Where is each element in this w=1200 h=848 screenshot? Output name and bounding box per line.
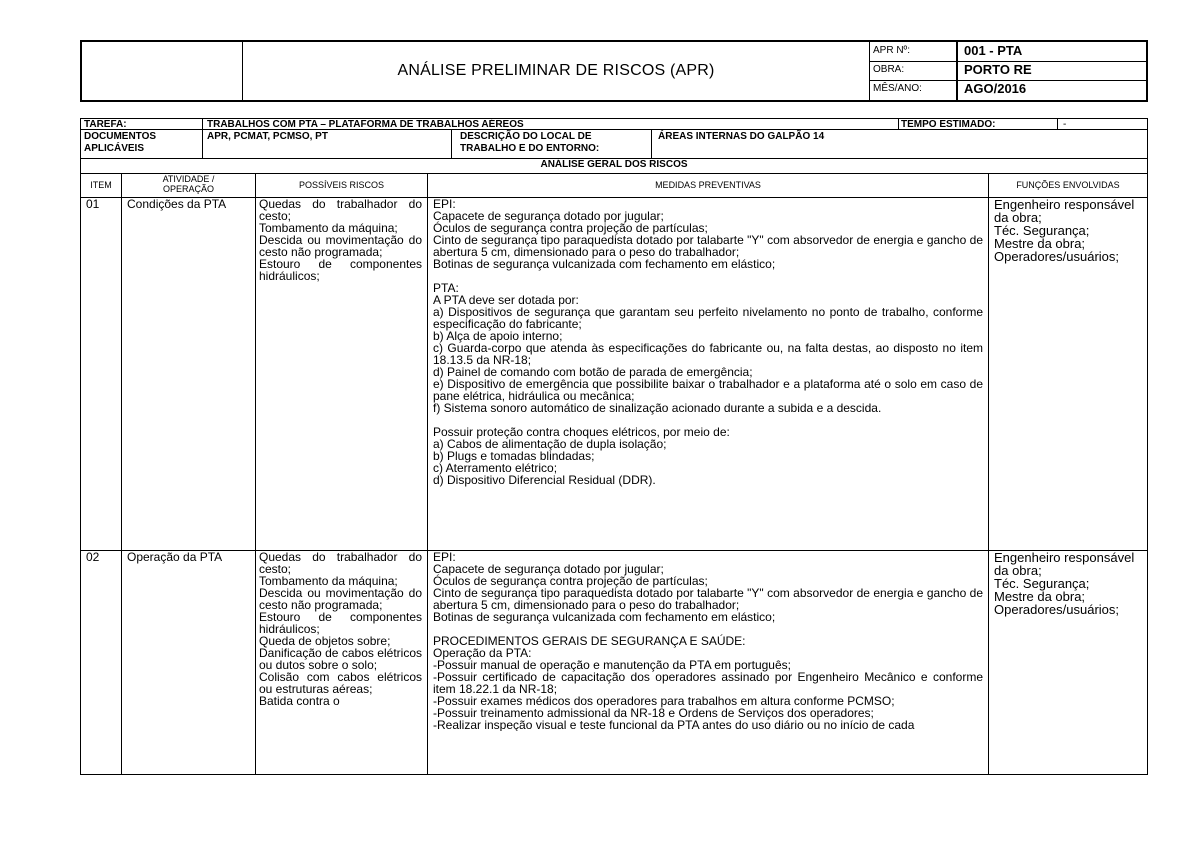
medida-line: d) Painel de comando com botão de parada de emergência; [433, 365, 753, 379]
tarefa-label: TAREFA: [84, 119, 127, 130]
aplicaveis-label: APLICÁVEIS [84, 143, 145, 154]
medida-line: -Possuir treinamento admissional da NR-18 e Ordens de Serviços dos operadores; [433, 706, 874, 720]
medida-line: PTA: [433, 281, 459, 295]
row-02-medidas [433, 551, 983, 731]
obra-value: PORTO RE [964, 62, 1032, 77]
medida-line: EPI: [433, 197, 456, 211]
tarefa-value: TRABALHOS COM PTA – PLATAFORMA DE TRABALHOS AÉREOS [207, 119, 524, 130]
medida-line: d) Dispositivo Diferencial Residual (DDR). [433, 473, 656, 487]
medida-line: Cinto de segurança tipo paraquedista dotado por talabarte "Y" com absorvedor de energia e gancho de abertura 5 cm, dimensionado para o peso do trabalhador; [433, 586, 983, 612]
medida-line: Botinas de segurança vulcanizada com fechamento em elástico; [433, 257, 776, 271]
obra-label: OBRA: [870, 61, 958, 80]
documentos-value: APR, PCMAT, PCMSO, PT [207, 131, 328, 142]
obra-row [870, 61, 1147, 81]
risco-item: Descida ou movimentação do cesto não programada; [259, 586, 422, 612]
risco-item: Quedas do trabalhador do cesto; [259, 197, 422, 223]
risco-item: Estouro de componentes hidráulicos; [259, 257, 422, 283]
risco-item: Tombamento da máquina; [259, 574, 398, 588]
medida-line: -Possuir exames médicos dos operadores para trabalhos em altura conforme PCMSO; [433, 694, 895, 708]
row-01-item: 01 [86, 197, 100, 211]
medida-line: e) Dispositivo de emergência que possibilite baixar o trabalhador e a plataforma até o solo em caso de pane elétrica, hidráulica ou mecânica; [433, 377, 983, 403]
mes-ano-label: MÊS/ANO: [870, 80, 958, 100]
funcao-item: Téc. Segurança; [994, 223, 1090, 238]
row-02-item: 02 [86, 550, 100, 564]
section-title: ANÁLISE GERAL DOS RISCOS [540, 159, 688, 170]
mes-ano-value: AGO/2016 [964, 81, 1027, 96]
col-medidas: MEDIDAS PREVENTIVAS [655, 180, 761, 190]
risco-item: Danificação de cabos elétricos ou dutos sobre o solo; [259, 646, 422, 672]
medida-line: -Possuir certificado de capacitação dos operadores assinado por Engenheiro Mecânico e conforme item 18.22.1 da NR-18; [433, 670, 983, 696]
col-atividade-line1: ATIVIDADE / [162, 174, 215, 184]
apr-number-label: APR Nº: [870, 42, 958, 61]
medida-line: -Possuir manual de operação e manutenção da PTA em português; [433, 658, 791, 672]
funcao-item: Engenheiro responsável da obra; [994, 550, 1135, 578]
medida-line: b) Plugs e tomadas blindadas; [433, 449, 595, 463]
medida-line: A PTA deve ser dotada por: [433, 293, 579, 307]
funcao-item: Téc. Segurança; [994, 576, 1090, 591]
medida-line: -Realizar inspeção visual e teste funcional da PTA antes do uso diário ou no início de cada [433, 719, 915, 731]
medida-line: f) Sistema sonoro automático de sinalização acionado durante a subida e a descida. [433, 401, 882, 415]
col-atividade-line2: OPERAÇÃO [162, 184, 214, 194]
col-item: ITEM [90, 180, 112, 190]
medida-line: Operação da PTA: [433, 646, 532, 660]
risco-item: Queda de objetos sobre; [259, 634, 391, 648]
header-meta [869, 42, 1147, 100]
tempo-estimado-value: - [1063, 119, 1067, 130]
logo-cell [82, 42, 243, 100]
medida-line: b) Alça de apoio interno; [433, 329, 563, 343]
row-01-riscos [259, 198, 422, 282]
funcao-item: Mestre da obra; [994, 236, 1086, 251]
medida-line: c) Aterramento elétrico; [433, 461, 558, 475]
funcao-item: Operadores/usuários; [994, 602, 1120, 617]
local-value: ÁREAS INTERNAS DO GALPÃO 14 [658, 131, 825, 142]
mes-ano-row [870, 80, 1147, 100]
risk-analysis-table [80, 118, 1148, 775]
risco-item: Descida ou movimentação do cesto não programada; [259, 233, 422, 259]
medida-line: Cinto de segurança tipo paraquedista dotado por talabarte "Y" com absorvedor de energia e gancho de abertura 5 cm, dimensionado para o peso do trabalhador; [433, 233, 983, 259]
local-label-line1: DESCRIÇÃO DO LOCAL DE [460, 131, 592, 142]
funcao-item: Engenheiro responsável da obra; [994, 197, 1135, 225]
medida-line: c) Guarda-corpo que atenda às especificações do fabricante ou, na falta destas, ao disposto no item 18.13.5 da NR-18; [433, 341, 983, 367]
medida-line: PROCEDIMENTOS GERAIS DE SEGURANÇA E SAÚDE: [433, 634, 746, 648]
row-02-riscos [259, 551, 422, 707]
risco-item: Batida contra o [259, 694, 340, 708]
risco-item: Tombamento da máquina; [259, 221, 398, 235]
row-01-medidas [433, 198, 983, 486]
medida-line: Capacete de segurança dotado por jugular; [433, 562, 664, 576]
medida-line: Botinas de segurança vulcanizada com fechamento em elástico; [433, 610, 776, 624]
local-label-line2: TRABALHO E DO ENTORNO: [460, 143, 600, 154]
documentos-label: DOCUMENTOS [84, 131, 157, 142]
risco-item: Colisão com cabos elétricos ou estruturas aéreas; [259, 670, 422, 696]
funcao-item: Mestre da obra; [994, 589, 1086, 604]
document-header [80, 40, 1148, 102]
row-02-funcoes [994, 551, 1144, 616]
col-riscos: POSSÍVEIS RISCOS [298, 180, 385, 190]
medida-line: Óculos de segurança contra projeção de partículas; [433, 574, 708, 588]
row-01-atividade: Condições da PTA [127, 197, 227, 211]
row-01-funcoes [994, 198, 1144, 263]
medida-line: EPI: [433, 550, 456, 564]
medida-line: a) Dispositivos de segurança que garantam seu perfeito nivelamento no ponto de trabalho, conforme especificação do fabricante; [433, 305, 983, 331]
apr-number-row [870, 42, 1147, 62]
medida-line: Óculos de segurança contra projeção de partículas; [433, 221, 708, 235]
medida-line: Possuir proteção contra choques elétricos, por meio de: [433, 425, 730, 439]
col-funcoes: FUNÇÕES ENVOLVIDAS [1016, 180, 1120, 190]
risco-item: Quedas do trabalhador do cesto; [259, 550, 422, 576]
tempo-estimado-label: TEMPO ESTIMADO: [901, 119, 996, 130]
document-title: ANÁLISE PRELIMINAR DE RISCOS (APR) [397, 62, 715, 79]
apr-number-value: 001 - PTA [964, 43, 1023, 58]
row-02-atividade: Operação da PTA [127, 550, 223, 564]
risco-item: Estouro de componentes hidráulicos; [259, 610, 422, 636]
medida-line: Capacete de segurança dotado por jugular; [433, 209, 664, 223]
medida-line: a) Cabos de alimentação de dupla isolação; [433, 437, 667, 451]
funcao-item: Operadores/usuários; [994, 249, 1120, 264]
